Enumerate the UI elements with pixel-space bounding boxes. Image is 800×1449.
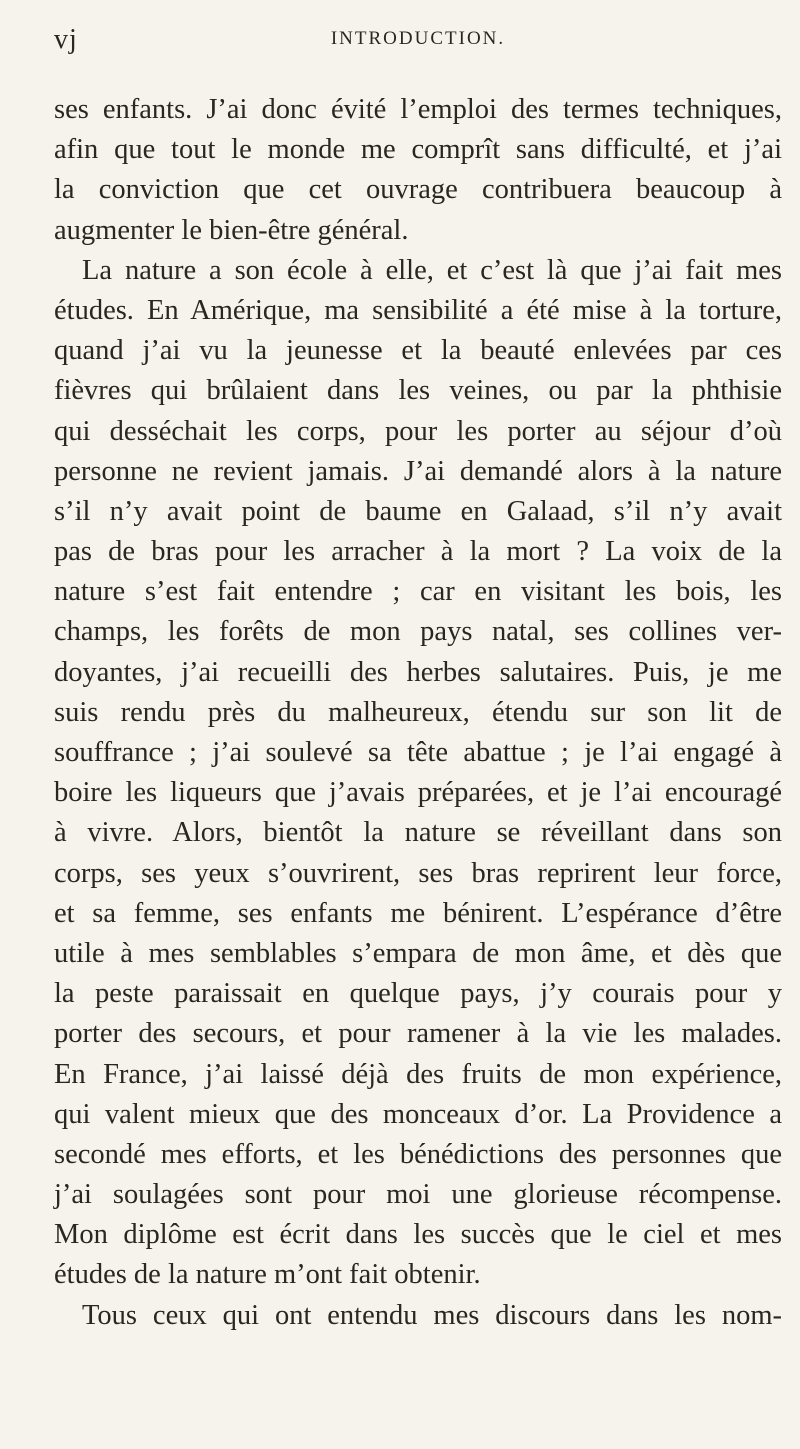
text-line: afin que tout le monde me comprît sans difficulté, et j’ai: [54, 134, 782, 166]
text-line: boire les liqueurs que j’avais préparées, et je l’ai encouragé: [54, 777, 782, 809]
text-line: qui valent mieux que des monceaux d’or. La Providence a: [54, 1098, 782, 1130]
text-line: quand j’ai vu la jeunesse et la beauté enlevées par ces: [54, 335, 782, 367]
text-line: études de la nature m’ont fait obtenir.: [54, 1259, 481, 1291]
text-line: suis rendu près du malheureux, étendu sur son lit de: [54, 696, 782, 728]
text-line: pas de bras pour les arracher à la mort ? La voix de la: [54, 536, 782, 568]
text-line: la peste paraissait en quelque pays, j’y courais pour y: [54, 978, 782, 1010]
text-line: s’il n’y avait point de baume en Galaad, s’il n’y avait: [54, 495, 782, 527]
text-line: En France, j’ai laissé déjà des fruits de mon expérience,: [54, 1058, 782, 1090]
text-line: La nature a son école à elle, et c’est là que j’ai fait mes: [82, 254, 782, 286]
text-line: personne ne revient jamais. J’ai demandé alors à la nature: [54, 455, 782, 487]
text-line: à vivre. Alors, bientôt la nature se réveillant dans son: [54, 817, 782, 849]
text-line: doyantes, j’ai recueilli des herbes salutaires. Puis, je me: [54, 656, 782, 688]
page-number: vj: [54, 24, 78, 55]
running-title: INTRODUCTION.: [330, 28, 506, 49]
text-line: utile à mes semblables s’empara de mon âme, et dès que: [54, 937, 782, 969]
text-line: Mon diplôme est écrit dans les succès que le ciel et mes: [54, 1219, 782, 1251]
text-line: la conviction que cet ouvrage contribuera beaucoup à: [54, 174, 782, 206]
text-line: études. En Amérique, ma sensibilité a été mise à la torture,: [54, 294, 782, 326]
text-line: Tous ceux qui ont entendu mes discours dans les nom-: [82, 1299, 782, 1331]
text-line: ses enfants. J’ai donc évité l’emploi des termes techniques,: [54, 94, 782, 125]
text-line: secondé mes efforts, et les bénédictions des personnes que: [54, 1138, 782, 1170]
text-line: et sa femme, ses enfants me bénirent. L’espérance d’être: [54, 897, 782, 929]
text-line: corps, ses yeux s’ouvrirent, ses bras reprirent leur force,: [54, 857, 782, 889]
book-page: [54, 24, 782, 1424]
text-line: fièvres qui brûlaient dans les veines, ou par la phthisie: [54, 375, 782, 407]
text-line: champs, les forêts de mon pays natal, ses collines ver-: [54, 616, 782, 648]
text-line: souffrance ; j’ai soulevé sa tête abattue ; je l’ai engagé à: [54, 737, 782, 768]
text-line: qui desséchait les corps, pour les porter au séjour d’où: [54, 415, 782, 447]
text-line: j’ai soulagées sont pour moi une glorieuse récompense.: [54, 1179, 782, 1211]
page-header: [54, 24, 782, 64]
text-line: nature s’est fait entendre ; car en visitant les bois, les: [54, 576, 782, 608]
text-line: porter des secours, et pour ramener à la vie les malades.: [54, 1018, 782, 1050]
text-line: augmenter le bien-être général.: [54, 214, 409, 246]
body-text: [54, 90, 782, 1336]
